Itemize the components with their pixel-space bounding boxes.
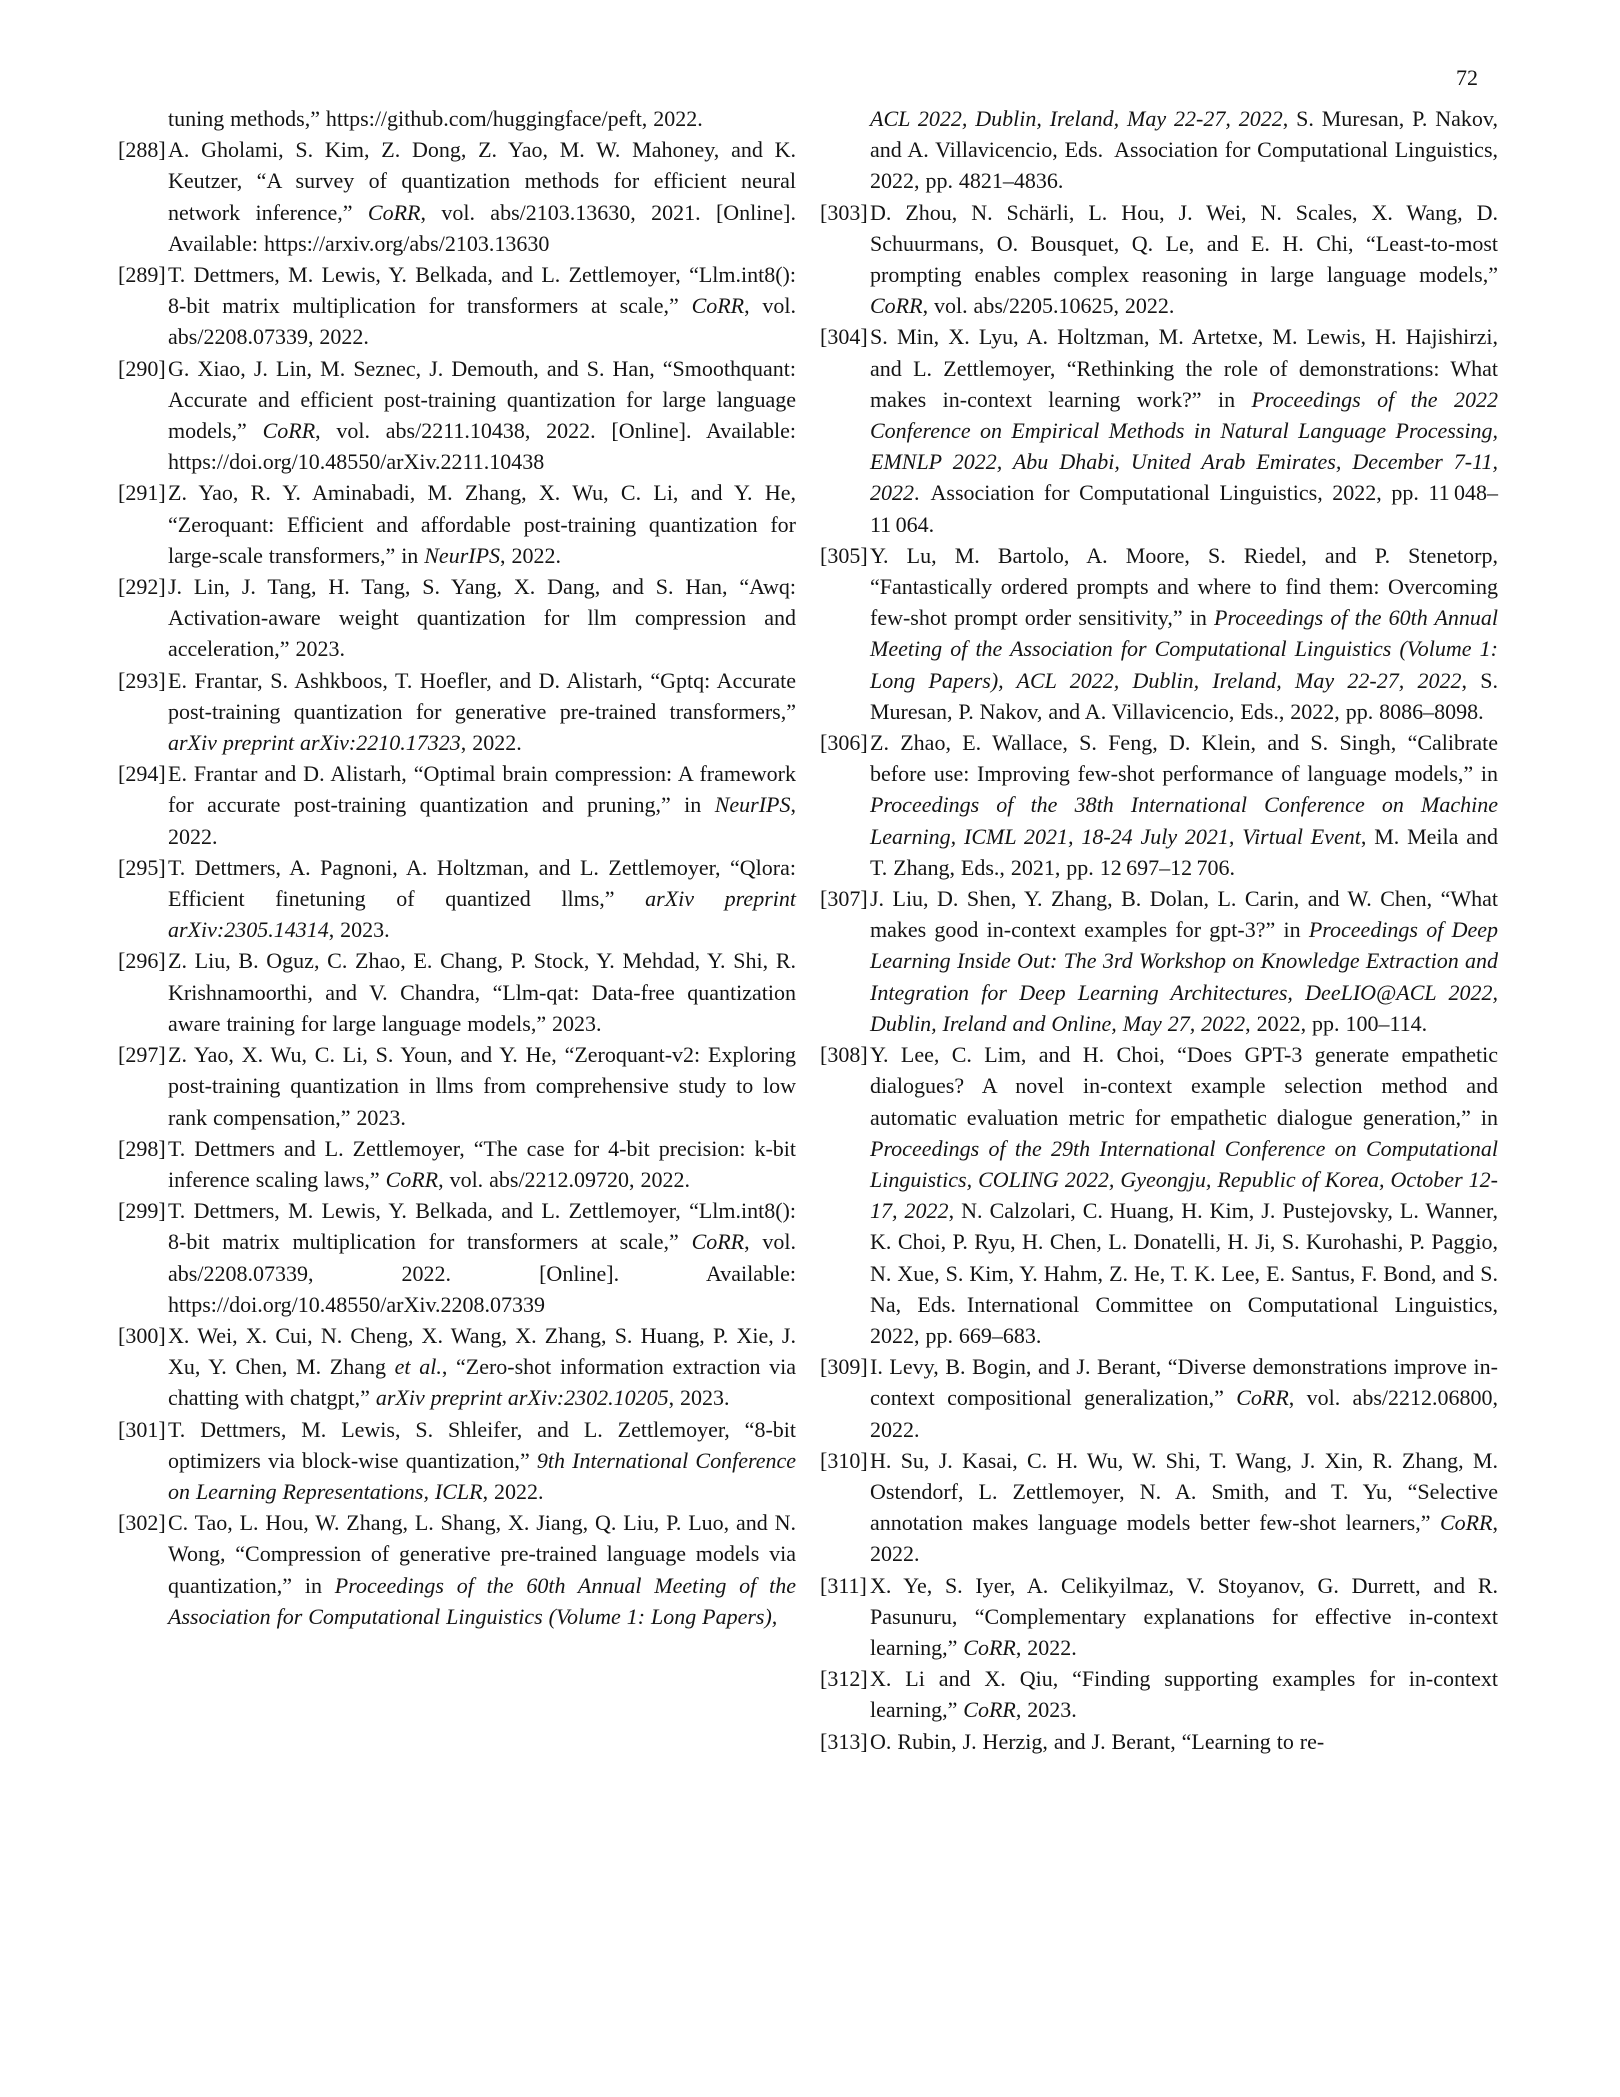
ref-label: [303] <box>820 199 868 225</box>
reference-item-298 <box>118 1133 796 1195</box>
reference-item-297 <box>118 1039 796 1133</box>
reference-item-305 <box>820 540 1498 727</box>
ref-text: T. Dettmers, M. Lewis, S. Shleifer, and L. Zettlemoyer, “8-bit optimizers via block-wise quantization,” 9th International Conference on Learning Representations, ICLR, 2022. <box>168 1416 796 1504</box>
ref-label: [293] <box>118 667 166 693</box>
reference-item-309 <box>820 1351 1498 1445</box>
ref-label: [292] <box>118 574 166 600</box>
ref-label: [298] <box>118 1135 166 1161</box>
reference-item-311 <box>820 1570 1498 1664</box>
ref-text: Y. Lu, M. Bartolo, A. Moore, S. Riedel, and P. Stenetorp, “Fantastically ordered prompts and where to find them: Overcoming few-shot prompt order sensitivity,” in Proceedings of the 60th Annual Meeting of the Association for Computational Linguistics (Volume 1: Long Papers), ACL 2022, Dublin, Ireland, May 22-27, 2022, S. Muresan, P. Nakov, and A. Villavicencio, Eds., 2022, pp. 8086–8098. <box>870 542 1499 724</box>
reference-item-292 <box>118 571 796 665</box>
ref-label: [304] <box>820 324 868 350</box>
reference-item-293 <box>118 665 796 759</box>
ref-label: [299] <box>118 1198 166 1224</box>
ref-label: [300] <box>118 1322 166 1348</box>
ref-label: [311] <box>820 1572 867 1598</box>
ref-label: [297] <box>118 1042 166 1068</box>
reference-item-308 <box>820 1039 1498 1351</box>
ref-text: Z. Yao, R. Y. Aminabadi, M. Zhang, X. Wu, C. Li, and Y. He, “Zeroquant: Efficient and affordable post-training quantization for large-scale transformers,” in NeurIPS, 2022. <box>168 480 796 568</box>
reference-continuation <box>820 103 1498 197</box>
ref-label: [296] <box>118 948 166 974</box>
ref-label: [310] <box>820 1447 868 1473</box>
ref-label: [291] <box>118 480 166 506</box>
ref-text: E. Frantar, S. Ashkboos, T. Hoefler, and D. Alistarh, “Gptq: Accurate post-training quantization for generative pre-trained transformers,” arXiv preprint arXiv:2210.17323, 2022. <box>168 667 796 756</box>
ref-label: [305] <box>820 542 868 568</box>
ref-text: T. Dettmers and L. Zettlemoyer, “The case for 4-bit precision: k-bit inference scaling laws,” CoRR, vol. abs/2212.09720, 2022. <box>168 1135 796 1192</box>
ref-text: X. Li and X. Qiu, “Finding supporting examples for in-context learning,” CoRR, 2023. <box>870 1666 1498 1723</box>
reference-item-307 <box>820 883 1498 1039</box>
ref-text: G. Xiao, J. Lin, M. Seznec, J. Demouth, and S. Han, “Smoothquant: Accurate and efficient post-training quantization for large language models,” CoRR, vol. abs/2211.10438, 2022. [Online]. Available: https://doi.org/10.48550/arXiv.2211.10438 <box>168 355 796 475</box>
ref-label: [306] <box>820 730 868 756</box>
ref-label: [313] <box>820 1728 868 1754</box>
reference-item-312 <box>820 1663 1498 1725</box>
ref-label: [309] <box>820 1354 868 1380</box>
reference-item-290 <box>118 353 796 478</box>
reference-item-299 <box>118 1195 796 1320</box>
reference-item-289 <box>118 259 796 353</box>
ref-text: A. Gholami, S. Kim, Z. Dong, Z. Yao, M. W. Mahoney, and K. Keutzer, “A survey of quantization methods for efficient neural network inference,” CoRR, vol. abs/2103.13630, 2021. [Online]. Available: https://arxiv.org/abs/2103.13630 <box>168 137 796 256</box>
reference-item-303 <box>820 197 1498 322</box>
reference-item-300 <box>118 1320 796 1414</box>
reference-item-310 <box>820 1445 1498 1570</box>
ref-label: [312] <box>820 1666 868 1692</box>
reference-item-313 <box>820 1726 1498 1757</box>
ref-label: [288] <box>118 137 166 163</box>
reference-item-306 <box>820 727 1498 883</box>
reference-item-294 <box>118 758 796 852</box>
ref-text: X. Wei, X. Cui, N. Cheng, X. Wang, X. Zhang, S. Huang, P. Xie, J. Xu, Y. Chen, M. Zhang et al., “Zero-shot information extraction via chatting with chatgpt,” arXiv preprint arXiv:2302.10205, 2023. <box>168 1322 796 1411</box>
ref-text: C. Tao, L. Hou, W. Zhang, L. Shang, X. Jiang, Q. Liu, P. Luo, and N. Wong, “Compression of generative pre-trained language models via quantization,” in Proceedings of the 60th Annual Meeting of the Association for Computational Linguistics (Volume 1: Long Papers), <box>168 1510 796 1629</box>
references-column-right <box>820 103 1498 1757</box>
ref-text: Z. Zhao, E. Wallace, S. Feng, D. Klein, and S. Singh, “Calibrate before use: Improving few-shot performance of language models,” in Proceedings of the 38th International Conference on Machine Learning, ICML 2021, 18-24 July 2021, Virtual Event, M. Meila and T. Zhang, Eds., 2021, pp. 12 697–12 706. <box>870 730 1498 880</box>
ref-label: [295] <box>118 854 166 880</box>
reference-item-291 <box>118 477 796 571</box>
ref-text: T. Dettmers, M. Lewis, Y. Belkada, and L. Zettlemoyer, “Llm.int8(): 8-bit matrix multiplication for transformers at scale,” CoRR, vol. abs/2208.07339, 2022. <box>168 262 796 350</box>
ref-text: H. Su, J. Kasai, C. H. Wu, W. Shi, T. Wang, J. Xin, R. Zhang, M. Ostendorf, L. Zettlemoyer, N. A. Smith, and T. Yu, “Selective annotation makes language models better few-shot learners,” CoRR, 2022. <box>870 1447 1498 1567</box>
ref-text: Z. Yao, X. Wu, C. Li, S. Youn, and Y. He, “Zeroquant-v2: Exploring post-training quantization in llms from comprehensive study to low rank compensation,” 2023. <box>168 1042 796 1130</box>
ref-text: J. Liu, D. Shen, Y. Zhang, B. Dolan, L. Carin, and W. Chen, “What makes good in-context examples for gpt-3?” in Proceedings of Deep Learning Inside Out: The 3rd Workshop on Knowledge Extraction and Integration for Deep Learning Architectures, DeeLIO@ACL 2022, Dublin, Ireland and Online, May 27, 2022, 2022, pp. 100–114. <box>870 886 1498 1036</box>
reference-item-304 <box>820 321 1498 539</box>
ref-label: [307] <box>820 886 868 912</box>
ref-text: X. Ye, S. Iyer, A. Celikyilmaz, V. Stoyanov, G. Durrett, and R. Pasunuru, “Complementary explanations for effective in-context learning,” CoRR, 2022. <box>870 1572 1498 1660</box>
reference-continuation <box>118 103 796 134</box>
reference-item-295 <box>118 852 796 946</box>
references-column-left <box>118 103 796 1632</box>
ref-text: Z. Liu, B. Oguz, C. Zhao, E. Chang, P. Stock, Y. Mehdad, Y. Shi, R. Krishnamoorthi, and V. Chandra, “Llm-qat: Data-free quantization aware training for large language models,” 2023. <box>168 948 796 1036</box>
ref-label: [302] <box>118 1510 166 1536</box>
ref-text: I. Levy, B. Bogin, and J. Berant, “Diverse demonstrations improve in-context compositional generalization,” CoRR, vol. abs/2212.06800, 2022. <box>870 1354 1498 1442</box>
ref-label: [294] <box>118 761 166 787</box>
ref-text: O. Rubin, J. Herzig, and J. Berant, “Learning to re- <box>870 1728 1325 1754</box>
ref-text: T. Dettmers, M. Lewis, Y. Belkada, and L. Zettlemoyer, “Llm.int8(): 8-bit matrix multiplication for transformers at scale,” CoRR, vol. abs/2208.07339, 2022. [Online]. Available: https://doi.org/10.48550/arXiv.2208.07339 <box>168 1198 796 1317</box>
ref-label: [308] <box>820 1042 868 1068</box>
ref-text: D. Zhou, N. Schärli, L. Hou, J. Wei, N. Scales, X. Wang, D. Schuurmans, O. Bousquet, Q. Le, and E. H. Chi, “Least-to-most prompting enables complex reasoning in large language models,” CoRR, vol. abs/2205.10625, 2022. <box>870 199 1498 319</box>
ref-text: tuning methods,” https://github.com/huggingface/peft, 2022. <box>168 106 703 131</box>
ref-label: [289] <box>118 262 166 288</box>
ref-text: Y. Lee, C. Lim, and H. Choi, “Does GPT-3 generate empathetic dialogues? A novel in-context example selection method and automatic evaluation metric for empathetic dialogue generation,” in Proceedings of the 29th International Conference on Computational Linguistics, COLING 2022, Gyeongju, Republic of Korea, October 12-17, 2022, N. Calzolari, C. Huang, H. Kim, J. Pustejovsky, L. Wanner, K. Choi, P. Ryu, H. Chen, L. Donatelli, H. Ji, S. Kurohashi, P. Paggio, N. Xue, S. Kim, Y. Hahm, Z. He, T. K. Lee, E. Santus, F. Bond, and S. Na, Eds. International Committee on Computational Linguistics, 2022, pp. 669–683. <box>870 1042 1498 1348</box>
ref-label: [301] <box>118 1416 166 1442</box>
ref-label: [290] <box>118 355 166 381</box>
ref-text: T. Dettmers, A. Pagnoni, A. Holtzman, and L. Zettlemoyer, “Qlora: Efficient finetuning of quantized llms,” arXiv preprint arXiv:2305.14314, 2023. <box>168 854 796 943</box>
ref-text: E. Frantar and D. Alistarh, “Optimal brain compression: A framework for accurate post-training quantization and pruning,” in NeurIPS, 2022. <box>168 761 796 849</box>
ref-text: J. Lin, J. Tang, H. Tang, S. Yang, X. Dang, and S. Han, “Awq: Activation-aware weight quantization for llm compression and acceleration,” 2023. <box>168 574 796 662</box>
page-number: 72 <box>1456 65 1478 90</box>
reference-item-288 <box>118 134 796 259</box>
reference-item-302 <box>118 1507 796 1632</box>
ref-text: S. Min, X. Lyu, A. Holtzman, M. Artetxe, M. Lewis, H. Hajishirzi, and L. Zettlemoyer, “Rethinking the role of demonstrations: What makes in-context learning work?” in Proceedings of the 2022 Conference on Empirical Methods in Natural Language Processing, EMNLP 2022, Abu Dhabi, United Arab Emirates, December 7-11, 2022. Association for Computational Linguistics, 2022, pp. 11 048–11 064. <box>870 324 1498 537</box>
reference-item-296 <box>118 945 796 1039</box>
ref-text: ACL 2022, Dublin, Ireland, May 22-27, 2022, S. Muresan, P. Nakov, and A. Villavicencio, Eds. Association for Computational Linguistics, 2022, pp. 4821–4836. <box>870 106 1498 194</box>
reference-item-301 <box>118 1414 796 1508</box>
